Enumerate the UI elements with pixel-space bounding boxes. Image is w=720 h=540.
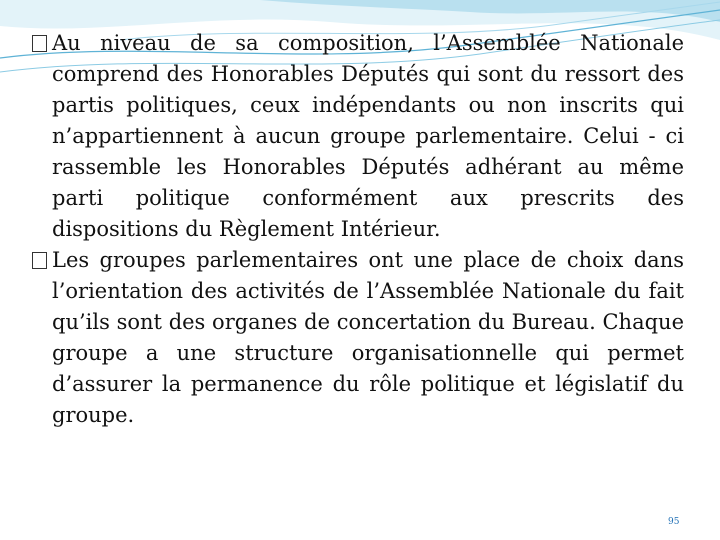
page-number: 95 <box>668 517 680 527</box>
paragraph-groupes-text: Les groupes parlementaires ont une place de choix dans l’orientation des activités de l’Assemblée Nationale du fait qu’ils sont des organes de concertation du Bureau. Chaque groupe a une structure organisationnelle qui permet d’assurer la permanence du rôle politique et législatif du groupe. <box>52 248 684 427</box>
main-content <box>32 28 684 431</box>
paragraph-composition-text: Au niveau de sa composition, l’Assemblée Nationale comprend des Honorables Députés qui sont du ressort des partis politiques, ceux indépendants ou non inscrits qui n’appartiennent à aucun groupe parlementaire. Celui - ci rassemble les Honorables Députés adhérant au même parti politique conformément aux prescrits des dispositions du Règlement Intérieur. <box>52 31 684 241</box>
missing-glyph-box-icon <box>32 252 47 269</box>
paragraph-groupes-parlementaires <box>32 245 684 431</box>
paragraph-composition <box>32 28 684 245</box>
missing-glyph-box-icon <box>32 35 47 52</box>
